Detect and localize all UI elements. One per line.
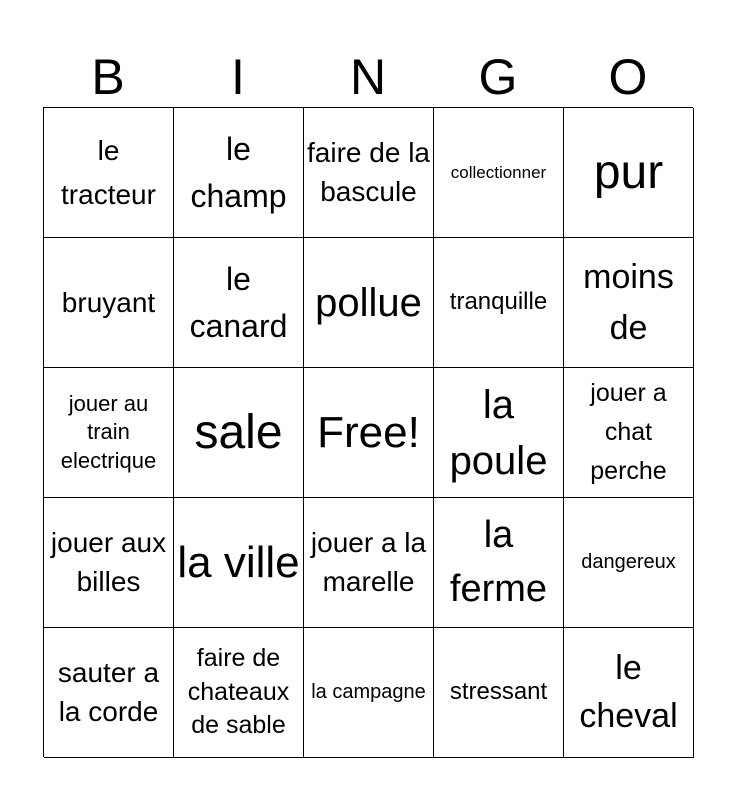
cell-text: faire de la bascule bbox=[307, 136, 430, 207]
cell-text: le cheval bbox=[579, 648, 678, 735]
bingo-cell[interactable] bbox=[174, 108, 304, 238]
header-letter-b: B bbox=[91, 49, 125, 105]
bingo-cell[interactable] bbox=[434, 108, 564, 238]
cell-text: la ferme bbox=[449, 514, 548, 610]
bingo-cell[interactable] bbox=[434, 628, 564, 758]
bingo-cell[interactable] bbox=[564, 368, 694, 498]
bingo-cell[interactable] bbox=[564, 238, 694, 368]
bingo-cell[interactable] bbox=[44, 368, 174, 498]
bingo-cell[interactable] bbox=[304, 108, 434, 238]
bingo-cell[interactable] bbox=[174, 238, 304, 368]
cell-text: la campagne bbox=[311, 681, 426, 703]
cell-text: bruyant bbox=[61, 286, 156, 318]
cell-text: faire de chateaux de sable bbox=[187, 643, 290, 740]
cell-text: la ville bbox=[177, 537, 300, 587]
bingo-cell[interactable] bbox=[564, 108, 694, 238]
cell-text: jouer aux billes bbox=[50, 526, 167, 597]
cell-text: stressant bbox=[449, 678, 548, 706]
cell-text: le tracteur bbox=[61, 135, 156, 210]
header-letter-n: N bbox=[349, 49, 387, 105]
bingo-cell[interactable] bbox=[174, 498, 304, 628]
bingo-cell[interactable] bbox=[304, 628, 434, 758]
cell-text: collectionner bbox=[450, 162, 547, 182]
free-space-text: Free! bbox=[317, 407, 420, 457]
cell-text: pur bbox=[593, 145, 664, 199]
header-letter-g: G bbox=[478, 49, 518, 105]
bingo-header bbox=[43, 48, 693, 106]
cell-text: jouer a chat perche bbox=[590, 379, 667, 485]
cell-text: le champ bbox=[190, 131, 287, 214]
bingo-cell free-space[interactable] bbox=[304, 368, 434, 498]
header-letter-o: O bbox=[608, 49, 648, 105]
bingo-cell[interactable] bbox=[174, 628, 304, 758]
bingo-cell[interactable] bbox=[304, 498, 434, 628]
bingo-cell[interactable] bbox=[564, 628, 694, 758]
bingo-board bbox=[43, 107, 693, 757]
bingo-cell[interactable] bbox=[434, 238, 564, 368]
header-letter-i: I bbox=[231, 49, 245, 105]
bingo-cell[interactable] bbox=[44, 238, 174, 368]
cell-text: tranquille bbox=[449, 288, 548, 316]
bingo-cell[interactable] bbox=[44, 628, 174, 758]
cell-text: sale bbox=[194, 405, 283, 459]
cell-text: moins de bbox=[583, 257, 674, 347]
bingo-cell[interactable] bbox=[174, 368, 304, 498]
bingo-cell[interactable] bbox=[434, 368, 564, 498]
bingo-cell[interactable] bbox=[44, 108, 174, 238]
cell-text: sauter a la corde bbox=[57, 656, 160, 727]
bingo-cell[interactable] bbox=[434, 498, 564, 628]
cell-text: dangereux bbox=[581, 551, 676, 573]
cell-text: jouer au train electrique bbox=[60, 390, 157, 473]
bingo-cell[interactable] bbox=[564, 498, 694, 628]
bingo-cell[interactable] bbox=[44, 498, 174, 628]
cell-text: jouer a la marelle bbox=[310, 526, 427, 597]
bingo-cell[interactable] bbox=[304, 238, 434, 368]
cell-text: le canard bbox=[189, 261, 288, 344]
cell-text: la poule bbox=[449, 382, 548, 483]
cell-text: pollue bbox=[315, 280, 422, 325]
